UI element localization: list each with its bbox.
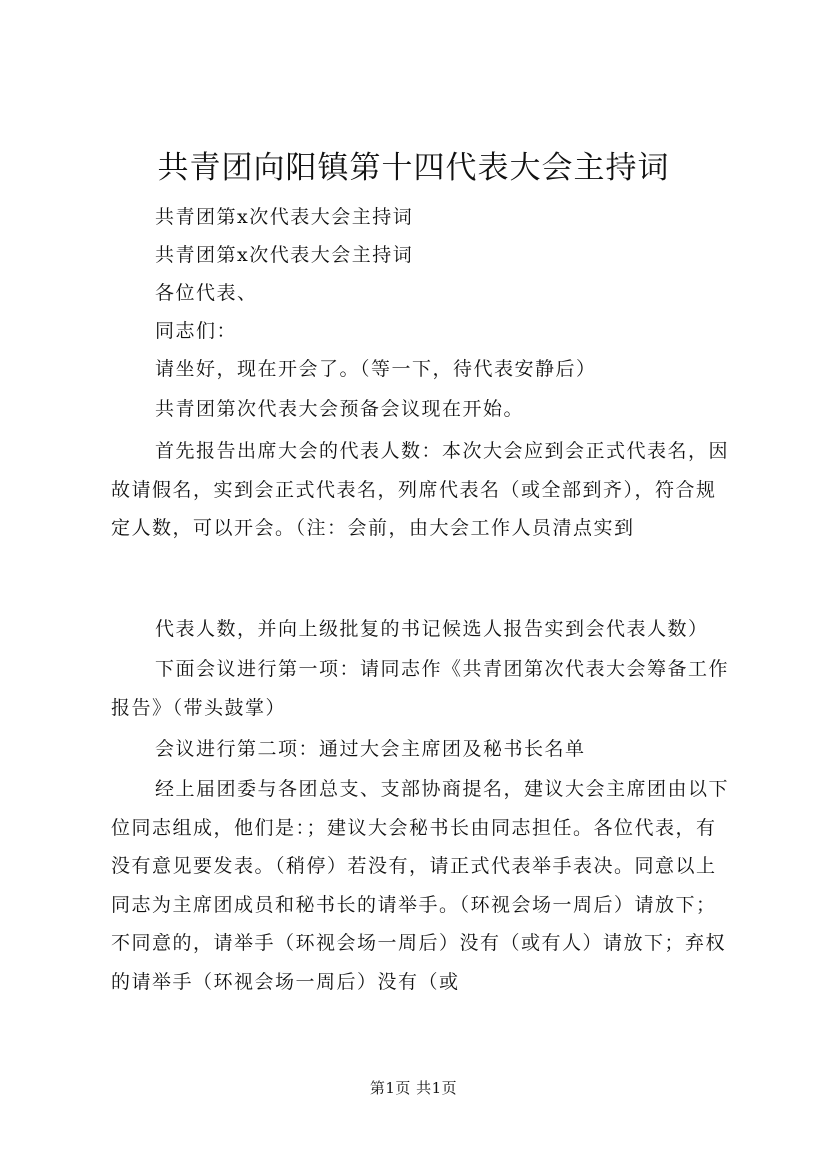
paragraph-2: 共青团第x次代表大会主持词 [155,244,414,266]
paragraph-8: 代表人数，并向上级批复的书记候选人报告实到会代表人数） [155,618,709,640]
paragraph-7: 首先报告出席大会的代表人数：本次大会应到会正式代表名，因故请假名，实到会正式代表名，列席代表名（或全部到齐），符合规定人数，可以开会。（注：会前，由大会工作人员清点实到 [111,440,730,539]
paragraph-9: 下面会议进行第一项：请同志作《共青团第次代表大会筹备工作报告》（带头鼓掌） [111,658,730,719]
paragraph-3: 各位代表、 [155,282,258,304]
document-title: 共青团向阳镇第十四代表大会主持词 [157,150,670,186]
page-number-footer: 第1页 共1页 [369,1079,458,1097]
paragraph-1: 共青团第x次代表大会主持词 [155,206,414,228]
paragraph-5: 请坐好，现在开会了。（等一下，待代表安静后） [155,358,597,380]
paragraph-4: 同志们： [155,320,238,342]
paragraph-6: 共青团第次代表大会预备会议现在开始。 [155,398,525,420]
paragraph-11: 经上届团委与各团总支、支部协商提名，建议大会主席团由以下位同志组成，他们是：；建议大会秘书长由同志担任。各位代表，有没有意见要发表。（稍停）若没有，请正式代表举手表决。同意以上同志为主席团成员和秘书长的请举手。（环视会场一周后）请放下；不同意的，请举手（环视会场一周后）没有（或有人）请放下；弃权的请举手（环视会场一周后）没有（或 [111,778,730,993]
paragraph-10: 会议进行第二项：通过大会主席团及秘书长名单 [155,738,586,760]
